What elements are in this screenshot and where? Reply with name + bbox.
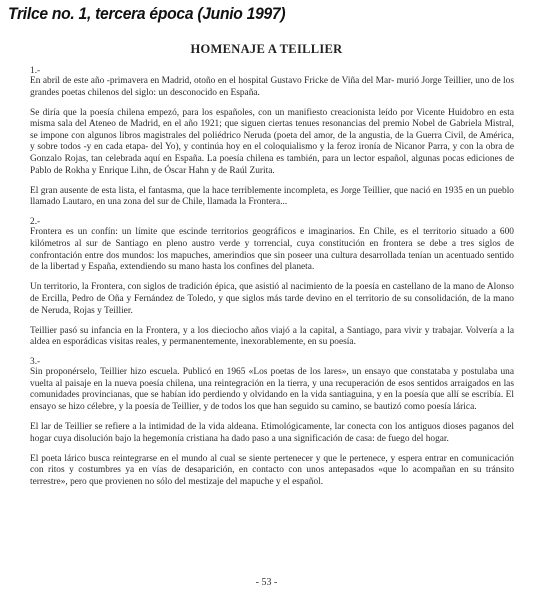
paragraph: El gran ausente de esta lista, el fantasma, que la hace terriblemente incompleta, es Jorge Teillier, que nació en 1935 en un pueblo llamado Lautaro, en una zona del sur de Chile, llamada la Frontera... <box>30 185 514 208</box>
article-body <box>30 62 514 497</box>
article-title: HOMENAJE A TEILLIER <box>190 42 343 56</box>
section-number: 2.- <box>30 217 41 228</box>
section-number: 3.- <box>30 357 41 368</box>
paragraph: Teillier pasó su infancia en la Frontera, y a los dieciocho años viajó a la capital, a Santiago, para vivir y trabajar. Volvería a la aldea en esporádicas visitas reales, y permanentemente, inexorablemente, en su poesía. <box>30 325 514 348</box>
paragraph: El lar de Teillier se refiere a la intimidad de la vida aldeana. Etimológicamente, lar conecta con los antiguos dioses paganos del hogar cuya disolución bajo la hegemonía cristiana ha dado paso a una significación de casa: de fuego del hogar. <box>30 422 514 444</box>
paragraph: El poeta lárico busca reintegrarse en el mundo al cual se siente pertenecer y que le pertenece, y espera entrar en comunicación con ritos y costumbres ya en vías de desaparición, en contacto con unos antepasados «que lo acompañan en su tránsito terrestre», pero que provienen no sólo del mestizaje del mapuche y el español. <box>30 453 514 488</box>
paragraph: Frontera es un confín: un límite que escinde territorios geográficos e imaginarios. En Chile, es el territorio situado a 600 kilómetros al sur de Santiago en pleno austro verde y torrencial, cuya constitución en frontera se debe a tres siglos de confrontación entre dos mundos: los mapuches, amerindios que sin poseer una cultura desarrollada tenían un acentuado sentido de la libertad y España, extendiendo su mano hasta los confines del planeta. <box>30 227 514 273</box>
page-number: - 53 - <box>255 577 278 588</box>
paragraph: En abril de este año -primavera en Madrid, otoño en el hospital Gustavo Fricke de Viña del Mar- murió Jorge Teillier, uno de los grandes poetas chilenos del siglo: un desconocido en España. <box>30 76 514 98</box>
paragraph: Un territorio, la Frontera, con siglos de tradición épica, que asistió al nacimiento de la poesía en castellano de la mano de Alonso de Ercilla, Pedro de Oña y Fernández de Toledo, y que siglos más tarde devino en el territorio de su consolidación, de la mano de Neruda, Rojas y Teillier. <box>30 282 514 316</box>
paragraph: Sin proponérselo, Teillier hizo escuela. Publicó en 1965 «Los poetas de los lares», un ensayo que constataba y postulaba una vuelta al paisaje en la nueva poesía chilena, una reintegración en la tierra, y una recuperación de esos sentidos arraigados en las comunidades provincianas, que se habían ido perdiendo y olvidando en la vida santiaguina, y en la poesía que allí se escribía. El ensayo se hizo célebre, y la poesía de Teillier, y de todos los que han seguido su camino, se bautizó como poesía lárica. <box>30 367 514 413</box>
section-number: 1.- <box>30 66 41 76</box>
journal-header: Trilce no. 1, tercera época (Junio 1997) <box>8 4 286 23</box>
paragraph: Se diría que la poesía chilena empezó, para los españoles, con un manifiesto creacionista leído por Vicente Huidobro en esta misma sala del Ateneo de Madrid, en el año 1921; que siguen ciertas tenues resonancias del premio Nobel de Gabriela Mistral, se impone con algunos libros magistrales del poliédrico Neruda (poeta del amor, de la angustia, de la Guerra Civil, de América, y sobre todos -y en cada etapa- del Yo), y continúa hoy en el coloquialismo y la feroz ironía de Nicanor Parra, y con la obra de Gonzalo Rojas, tan celebrada aquí en España. La poesía chilena es también, para un lector español, algunas pocas ediciones de Pablo de Rokha y Enrique Lihn, de Óscar Hahn y de Raúl Zurita. <box>30 107 514 176</box>
